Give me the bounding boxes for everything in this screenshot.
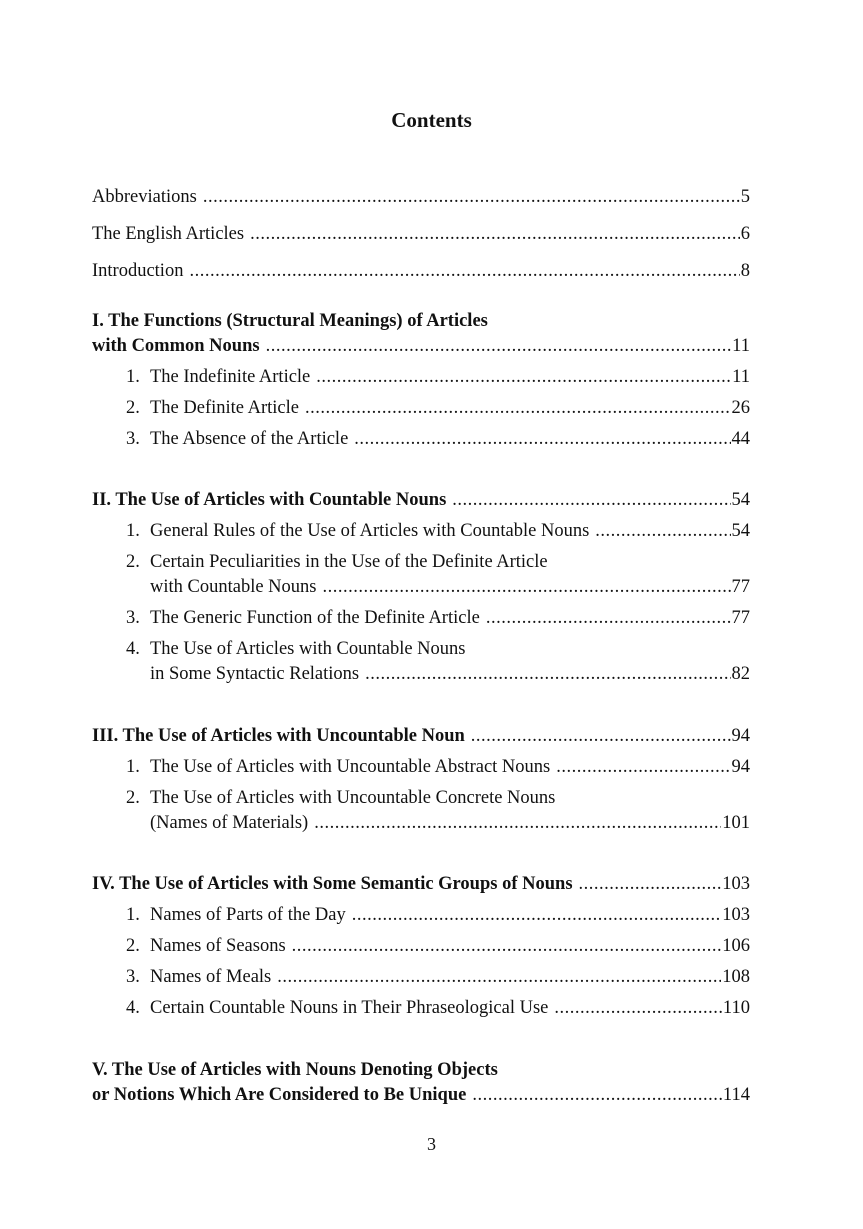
toc-page-number: 94 — [731, 726, 750, 746]
dot-leader — [323, 575, 731, 600]
toc-entry-seasons[interactable] — [126, 934, 750, 959]
toc-entry-introduction[interactable] — [92, 259, 750, 284]
dot-leader — [472, 1083, 722, 1108]
toc-entry-parts-of-day[interactable] — [126, 903, 750, 928]
item-number: 2. — [126, 552, 140, 572]
section-1-heading-line2: with Common Nouns — [92, 336, 260, 356]
dot-leader — [471, 724, 731, 749]
dot-leader — [305, 396, 731, 421]
dot-leader — [189, 259, 739, 284]
toc-page-number: 103 — [722, 905, 750, 925]
toc-page-number: 54 — [731, 490, 750, 510]
item-number: 3. — [126, 429, 140, 449]
item-number: 4. — [126, 998, 140, 1018]
toc-page-number: 77 — [731, 608, 750, 628]
toc-entry-text: The Definite Article — [150, 398, 299, 418]
toc-page-number: 106 — [722, 936, 750, 956]
toc-entry-meals[interactable] — [126, 965, 750, 990]
toc-entry-text: Names of Meals — [150, 967, 272, 987]
toc-entry-text-line2: with Countable Nouns — [150, 577, 317, 597]
item-number: 1. — [126, 905, 140, 925]
toc-page-number: 5 — [740, 187, 750, 207]
toc-entry-text: Names of Seasons — [150, 936, 286, 956]
toc-entry-syntactic-relations[interactable] — [150, 662, 750, 687]
toc-entry-text: The Use of Articles with Countable Nouns — [150, 639, 466, 659]
toc-entry-abbreviations[interactable] — [92, 185, 750, 210]
toc-page-number: 82 — [731, 664, 750, 684]
toc-entry-english-articles[interactable] — [92, 222, 750, 247]
toc-entry-absence-of-article[interactable] — [126, 427, 750, 452]
dot-leader — [314, 811, 721, 836]
toc-entry-text-line2: in Some Syntactic Relations — [150, 664, 360, 684]
toc-entry-definite-article[interactable] — [126, 396, 750, 421]
toc-entry-text: Certain Countable Nouns in Their Phraseological Use — [150, 998, 549, 1018]
dot-leader — [292, 934, 722, 959]
toc-entry-text: The Use of Articles with Uncountable Abstract Nouns — [150, 757, 551, 777]
toc-entry-text: The Absence of the Article — [150, 429, 349, 449]
dot-leader — [354, 427, 730, 452]
dot-leader — [556, 755, 730, 780]
toc-page-number: 6 — [740, 224, 750, 244]
toc-entry-text: Abbreviations — [92, 187, 197, 207]
toc-entry-text: General Rules of the Use of Articles with Countable Nouns — [150, 521, 590, 541]
dot-leader — [277, 965, 721, 990]
toc-page-number: 77 — [731, 577, 750, 597]
toc-entry-syntactic-line1[interactable] — [126, 637, 465, 662]
toc-entry-indefinite-article[interactable] — [126, 365, 750, 390]
item-number: 1. — [126, 757, 140, 777]
dot-leader — [486, 606, 731, 631]
dot-leader — [579, 872, 722, 897]
section-1-heading-line1[interactable]: I. The Functions (Structural Meanings) of Articles — [92, 311, 488, 331]
toc-entry-abstract-nouns[interactable] — [126, 755, 750, 780]
toc-page-number: 103 — [722, 874, 750, 894]
toc-entry-generic-function[interactable] — [126, 606, 750, 631]
toc-entry-phraseological-use[interactable] — [126, 996, 750, 1021]
dot-leader — [352, 903, 722, 928]
page-title: Contents — [391, 108, 472, 132]
dot-leader — [595, 519, 730, 544]
dot-leader — [316, 365, 731, 390]
toc-entry-text: Introduction — [92, 261, 184, 281]
item-number: 1. — [126, 367, 140, 387]
toc-page-number: 101 — [722, 813, 750, 833]
toc-entry-text: Names of Parts of the Day — [150, 905, 346, 925]
page-number-footer: 3 — [427, 1134, 436, 1154]
item-number: 4. — [126, 639, 140, 659]
toc-entry-general-rules[interactable] — [126, 519, 750, 544]
toc-entry-text-line2: (Names of Materials) — [150, 813, 309, 833]
item-number: 2. — [126, 936, 140, 956]
toc-entry-concrete-nouns[interactable] — [150, 811, 750, 836]
dot-leader — [554, 996, 722, 1021]
dot-leader — [203, 185, 740, 210]
dot-leader — [452, 488, 730, 513]
section-2-heading[interactable] — [92, 488, 750, 513]
toc-page-number: 26 — [731, 398, 750, 418]
dot-leader — [365, 662, 730, 687]
toc-entry-text: The Indefinite Article — [150, 367, 311, 387]
dot-leader — [250, 222, 740, 247]
toc-entry-peculiarities[interactable] — [150, 575, 750, 600]
section-3-title: III. The Use of Articles with Uncountable Noun — [92, 726, 465, 746]
section-5-heading[interactable] — [92, 1083, 750, 1108]
section-3-heading[interactable] — [92, 724, 750, 749]
section-5-heading-line2: or Notions Which Are Considered to Be Unique — [92, 1085, 467, 1105]
toc-page-number: 108 — [722, 967, 750, 987]
toc-entry-text: The Use of Articles with Uncountable Concrete Nouns — [150, 788, 556, 808]
item-number: 2. — [126, 398, 140, 418]
item-number: 2. — [126, 788, 140, 808]
toc-page-number: 110 — [722, 998, 750, 1018]
toc-page-number: 11 — [732, 336, 750, 356]
toc-page-number: 11 — [732, 367, 750, 387]
section-4-title: IV. The Use of Articles with Some Semantic Groups of Nouns — [92, 874, 573, 894]
toc-page-number: 8 — [740, 261, 750, 281]
section-4-heading[interactable] — [92, 872, 750, 897]
toc-page-number: 44 — [731, 429, 750, 449]
section-5-heading-line1[interactable]: V. The Use of Articles with Nouns Denoting Objects — [92, 1060, 498, 1080]
item-number: 1. — [126, 521, 140, 541]
toc-entry-concrete-nouns-line1[interactable] — [126, 786, 555, 811]
toc-entry-text: Certain Peculiarities in the Use of the Definite Article — [150, 552, 548, 572]
toc-page-number: 94 — [731, 757, 750, 777]
toc-page-number: 114 — [722, 1085, 750, 1105]
toc-entry-peculiarities-line1[interactable] — [126, 550, 548, 575]
item-number: 3. — [126, 967, 140, 987]
dot-leader — [266, 334, 732, 359]
toc-entry-text: The Generic Function of the Definite Article — [150, 608, 480, 628]
toc-page-number: 54 — [731, 521, 750, 541]
section-1-heading[interactable] — [92, 334, 750, 359]
item-number: 3. — [126, 608, 140, 628]
toc-entry-text: The English Articles — [92, 224, 245, 244]
section-2-title: II. The Use of Articles with Countable Nouns — [92, 490, 447, 510]
